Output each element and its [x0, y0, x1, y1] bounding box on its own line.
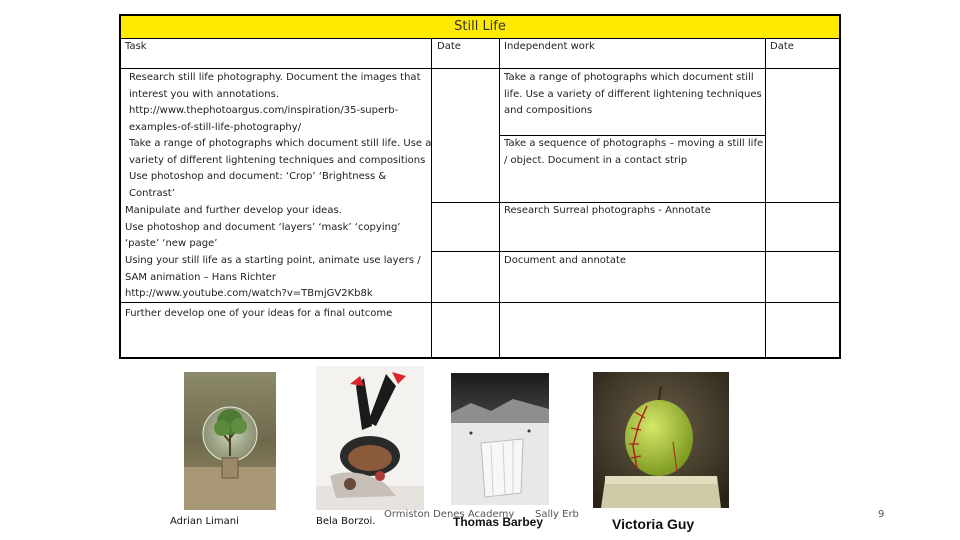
stitched-apple-photo [593, 372, 729, 508]
caption-adrian-limani: Adrian Limani [170, 516, 239, 527]
row-divider [431, 251, 841, 252]
header-task: Task [125, 41, 147, 52]
independent-cell: Document and annotate [504, 255, 627, 266]
page-number: 9 [878, 509, 885, 520]
header-independent-work: Independent work [504, 41, 595, 52]
table-title: Still Life [121, 16, 839, 39]
task-cell: Research still life photography. Document the images that interest you with annotations. http://www.thephotoargus.com/inspiration/35-superb- examples-of-still-life-photography/ [129, 72, 421, 133]
footer-school: Ormiston Denes Academy [384, 509, 515, 520]
still-life-table [119, 14, 841, 359]
independent-cell: Take a range of photographs which document still life. Use a variety of different lightening techniques and compositions [504, 72, 762, 117]
caption-victoria-guy: Victoria Guy [612, 516, 695, 532]
task-cell: Manipulate and further develop your ideas. Use photoshop and document ‘layers’ ‘mask’ ‘copying’ ‘paste’ ‘new page’ [125, 205, 401, 250]
header-date: Date [437, 41, 461, 52]
independent-cell: Research Surreal photographs - Annotate [504, 205, 711, 216]
task-cell: Take a range of photographs which document still life. Use a variety of different lightening techniques and compositions Use photoshop and document: ‘Crop’ ‘Brightness & Contrast’ [129, 138, 432, 199]
independent-cell: Take a sequence of photographs – moving a still life / object. Document in a contact strip [504, 138, 764, 166]
snow-landscape-photo [451, 373, 549, 505]
task-cell: Further develop one of your ideas for a final outcome [125, 308, 393, 319]
footer-author: Sally Erb [535, 509, 579, 520]
caption-thomas-barbey: Thomas Barbey [453, 515, 544, 529]
caption-bela-borzoi: Bela Borzoi. [316, 516, 376, 527]
surreal-legs-photo [316, 366, 424, 510]
row-divider [121, 68, 839, 69]
column-divider [765, 38, 766, 357]
task-cell: Using your still life as a starting point, animate use layers / SAM animation – Hans Richter http://www.youtube.com/watch?v=TBmjGV2Kb8k [125, 255, 421, 300]
header-date: Date [770, 41, 794, 52]
lightbulb-tree-photo [184, 372, 276, 510]
column-divider [499, 38, 500, 357]
